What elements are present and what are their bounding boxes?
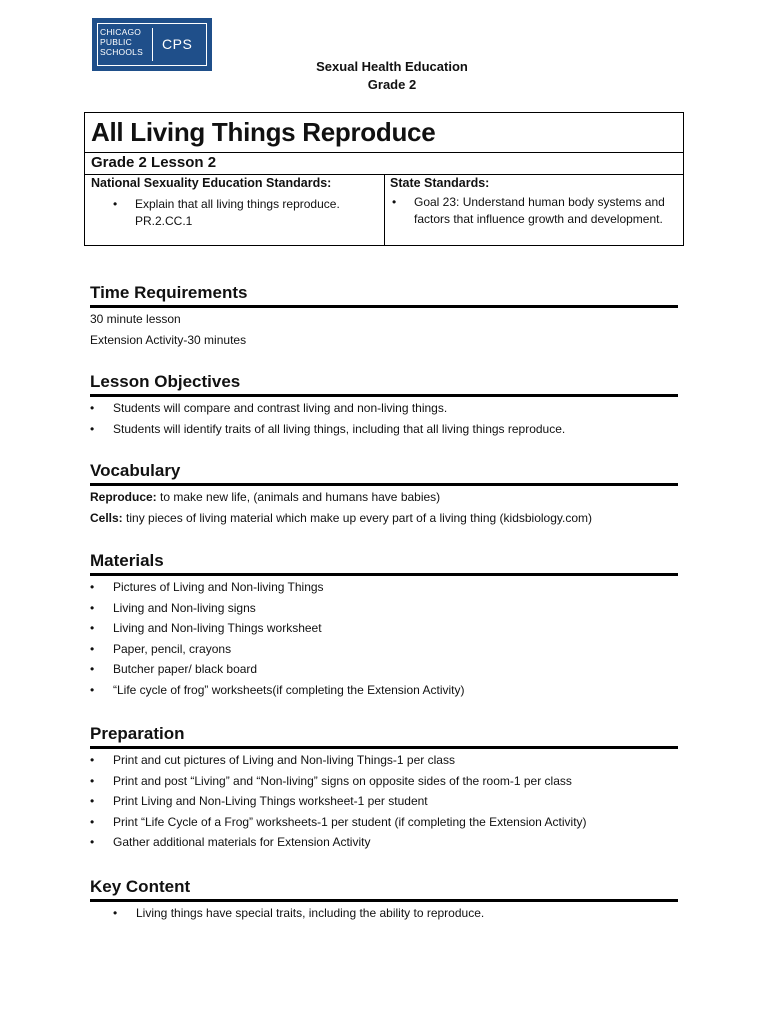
time-line: 30 minute lesson (90, 312, 181, 326)
header-grade: Grade 2 (367, 77, 417, 92)
list-item (90, 598, 678, 619)
bullet: • (90, 641, 95, 656)
key-content-section (90, 877, 678, 924)
list-item-text: Living things have special traits, including the ability to reproduce. (136, 906, 485, 920)
list-item-text: Print “Life Cycle of a Frog” worksheets-1 per student (if completing the Extension Activity) (113, 814, 587, 829)
logo-line: SCHOOLS (100, 47, 143, 57)
national-standard-text: Explain that all living things reproduce. PR.2.CC.1 (135, 197, 340, 228)
bullet: • (90, 600, 95, 615)
section-body (90, 750, 678, 853)
list-item (90, 419, 678, 440)
bullet: • (90, 621, 95, 635)
section-title: Materials (90, 551, 164, 570)
list-item-text: Pictures of Living and Non-living Things (113, 580, 324, 594)
vocab-term: Reproduce: (90, 490, 157, 504)
list-item-text: Print Living and Non-Living Things worksheet-1 per student (113, 794, 428, 808)
list-item (90, 659, 678, 680)
state-standard-item (392, 194, 679, 228)
vocab-term: Cells: (90, 510, 123, 525)
section-title: Time Requirements (90, 283, 248, 302)
list-item-text: Paper, pencil, crayons (113, 641, 232, 656)
section-body (90, 309, 678, 350)
table-column-rule (384, 174, 385, 245)
lesson-objectives-section (90, 372, 678, 439)
list-item (90, 750, 678, 771)
list-item-text: “Life cycle of frog” worksheets(if completing the Extension Activity) (113, 682, 465, 697)
list-item (90, 398, 678, 419)
section-title: Key Content (90, 877, 191, 896)
bullet: • (90, 794, 95, 808)
vocabulary-section (90, 461, 678, 528)
list-item (90, 903, 678, 924)
vocab-definition: to make new life, (animals and humans have babies) (156, 490, 441, 504)
list-item-text: Living and Non-living Things worksheet (113, 621, 322, 635)
bullet: • (90, 773, 95, 788)
state-standards-label: State Standards: (390, 176, 490, 190)
section-rule (90, 394, 678, 397)
vocab-definition: tiny pieces of living material which make up every part of a living thing (kidsbiology.com) (122, 510, 593, 525)
section-rule (90, 305, 678, 308)
list-item-text: Butcher paper/ black board (113, 662, 258, 676)
logo-line: CHICAGO (100, 27, 142, 37)
list-item (90, 577, 678, 598)
section-body (90, 577, 678, 700)
list-item-text: Living and Non-living signs (113, 600, 256, 615)
list-item-text: Print and post “Living” and “Non-living” signs on opposite sides of the room-1 per class (113, 773, 572, 788)
time-requirements-section (90, 283, 678, 350)
bullet: • (90, 753, 95, 767)
lesson-header-table (84, 112, 684, 246)
section-title: Lesson Objectives (90, 372, 241, 391)
bullet: • (392, 195, 397, 209)
vocab-entry (90, 487, 678, 508)
list-item (90, 832, 678, 853)
section-body (90, 398, 678, 439)
list-item (90, 812, 678, 833)
logo-line: PUBLIC (100, 37, 132, 47)
bullet: • (90, 580, 95, 594)
bullet: • (113, 906, 118, 920)
logo-divider (152, 28, 153, 61)
list-item (90, 791, 678, 812)
state-standard-text: Goal 23: Understand human body systems and factors that influence growth and development. (414, 195, 665, 226)
bullet: • (90, 421, 95, 436)
section-rule (90, 746, 678, 749)
logo-abbr: CPS (162, 36, 193, 52)
table-rule (85, 152, 683, 153)
list-item (90, 771, 678, 792)
logo-name (100, 27, 143, 57)
bullet: • (90, 401, 95, 415)
header-subject: Sexual Health Education (316, 59, 468, 74)
section-rule (90, 899, 678, 902)
bullet: • (90, 682, 95, 697)
national-standard-item (113, 196, 375, 230)
list-item-text: Students will identify traits of all living things, including that all living things reproduce. (113, 421, 566, 436)
section-rule (90, 483, 678, 486)
list-item-text: Print and cut pictures of Living and Non-living Things-1 per class (113, 753, 455, 767)
bullet: • (90, 662, 95, 676)
bullet: • (90, 814, 95, 829)
list-item (90, 618, 678, 639)
list-item (90, 639, 678, 660)
list-item-text: Gather additional materials for Extension Activity (113, 835, 371, 849)
materials-section (90, 551, 678, 700)
preparation-section (90, 724, 678, 853)
bullet: • (113, 197, 118, 211)
national-standards-label: National Sexuality Education Standards: (91, 176, 332, 190)
list-item (90, 680, 678, 701)
section-rule (90, 573, 678, 576)
section-title: Preparation (90, 724, 185, 743)
section-title: Vocabulary (90, 461, 181, 480)
list-item-text: Students will compare and contrast living and non-living things. (113, 401, 448, 415)
section-body (90, 903, 678, 924)
time-line: Extension Activity-30 minutes (90, 332, 247, 347)
lesson-subtitle: Grade 2 Lesson 2 (91, 154, 217, 171)
lesson-title: All Living Things Reproduce (91, 117, 436, 147)
vocab-entry (90, 508, 678, 529)
section-body (90, 487, 678, 528)
bullet: • (90, 835, 95, 849)
